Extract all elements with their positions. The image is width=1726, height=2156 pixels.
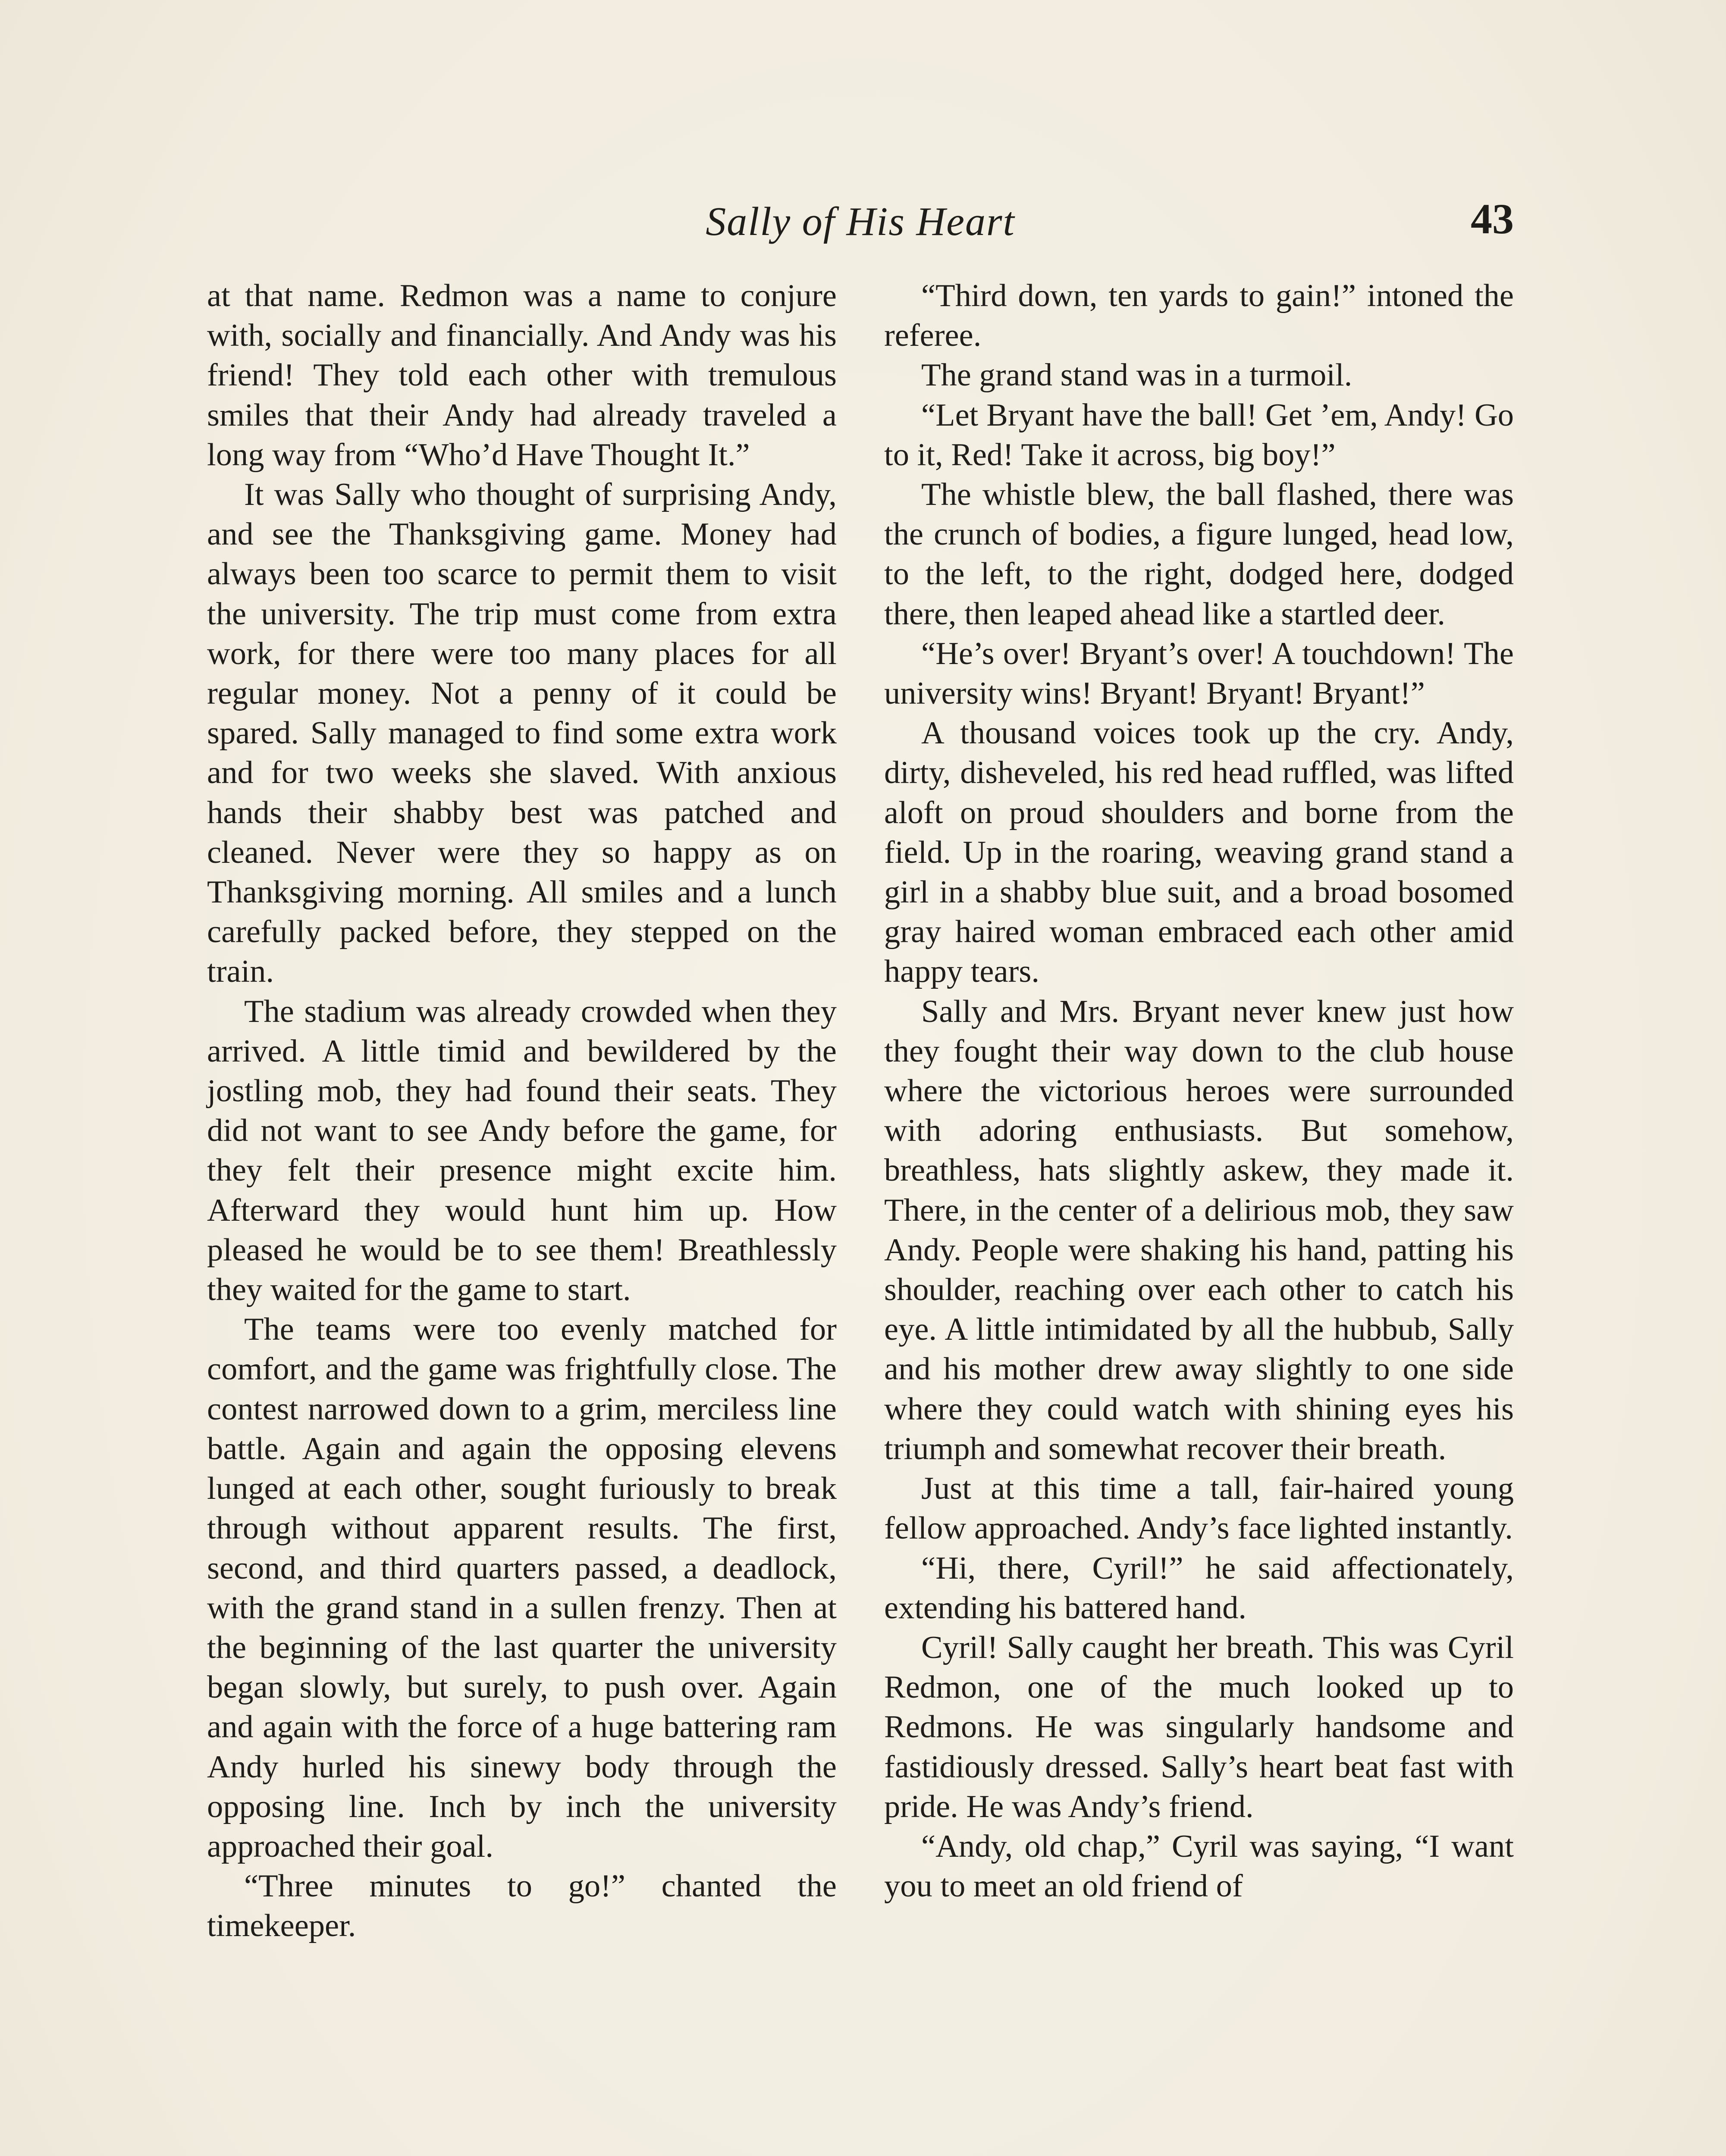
page-number: 43 (1471, 195, 1514, 243)
paragraph: It was Sally who thought of surprising Andy, and see the Thanksgiving game. Money had always been too scarce to permit them to visit the university. The trip must come from extra work, for there were too many places for all regular money. Not a penny of it could be spared. Sally managed to find some extra work and for two weeks she slaved. With anxious hands their shabby best was patched and cleaned. Never were they so happy as on Thanksgiving morning. All smiles and a lunch carefully packed before, they stepped on the train. (207, 477, 837, 990)
paragraph: at that name. Redmon was a name to conjure with, socially and financially. And Andy was his friend! They told each other with tremulous smiles that their Andy had already traveled a long way from “Who’d Have Thought It.” (207, 278, 837, 473)
page-header (207, 190, 1514, 259)
left-column (207, 276, 837, 1946)
right-column (884, 276, 1514, 1906)
paragraph: “Three minutes to go!” chanted the timekeeper. (207, 1868, 837, 1944)
paragraph: “Hi, there, Cyril!” he said affectionately, extending his battered hand. (884, 1550, 1514, 1626)
paragraph: The teams were too evenly matched for comfort, and the game was frightfully close. The contest narrowed down to a grim, merciless line battle. Again and again the opposing elevens lunged at each other, sought furiously to break through without apparent results. The first, second, and third quarters passed, a deadlock, with the grand stand in a sullen frenzy. Then at the beginning of the last quarter the university began slowly, but surely, to push over. Again and again with the force of a huge battering ram Andy hurled his sinewy body through the opposing line. Inch by inch the university approached their goal. (207, 1312, 837, 1864)
paragraph: Sally and Mrs. Bryant never knew just how they fought their way down to the club house where the victorious heroes were surrounded with adoring enthusiasts. But somehow, breathless, hats slightly askew, they made it. There, in the center of a delirious mob, they saw Andy. People were shaking his hand, patting his shoulder, reaching over each other to catch his eye. A little intimidated by all the hubbub, Sally and his mother drew away slightly to one side where they could watch with shining eyes his triumph and somewhat recover their breath. (884, 993, 1514, 1467)
running-title: Sally of His Heart (706, 199, 1015, 244)
paragraph: A thousand voices took up the cry. Andy, dirty, disheveled, his red head ruffled, was lifted aloft on proud shoulders and borne from the field. Up in the roaring, weaving grand stand a girl in a shabby blue suit, and a broad bosomed gray haired woman embraced each other amid happy tears. (884, 715, 1514, 990)
paragraph: The grand stand was in a turmoil. (921, 357, 1353, 393)
paragraph: “Let Bryant have the ball! Get ’em, Andy! Go to it, Red! Take it across, big boy!” (884, 397, 1514, 473)
paragraph: The stadium was already crowded when they arrived. A little timid and bewildered by the jostling mob, they had found their seats. They did not want to see Andy before the game, for they felt their presence might excite him. Afterward they would hunt him up. How pleased he would be to see them! Breathlessly they waited for the game to start. (207, 993, 837, 1308)
paragraph: Just at this time a tall, fair-haired young fellow approached. Andy’s face lighted instantly. (884, 1471, 1514, 1546)
paragraph: Cyril! Sally caught her breath. This was Cyril Redmon, one of the much looked up to Redmons. He was singularly handsome and fastidiously dressed. Sally’s heart beat fast with pride. He was Andy’s friend. (884, 1630, 1514, 1824)
paragraph: “Andy, old chap,” Cyril was saying, “I want you to meet an old friend of (884, 1828, 1514, 1904)
paragraph: The whistle blew, the ball flashed, there was the crunch of bodies, a figure lunged, head low, to the left, to the right, dodged here, dodged there, then leaped ahead like a startled deer. (884, 477, 1514, 632)
paragraph: “He’s over! Bryant’s over! A touchdown! The university wins! Bryant! Bryant! Bryant!” (884, 636, 1514, 711)
paragraph: “Third down, ten yards to gain!” intoned the referee. (884, 278, 1514, 354)
